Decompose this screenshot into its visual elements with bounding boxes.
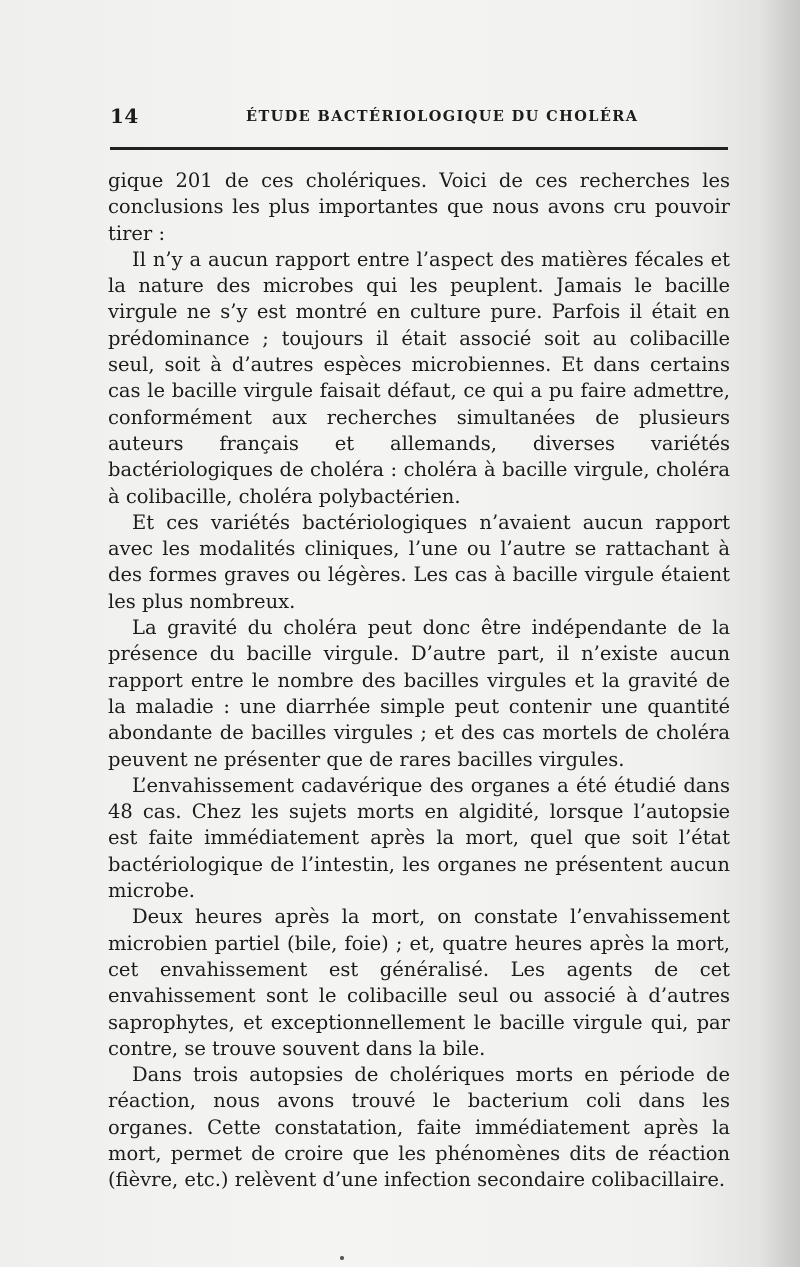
- body-text: [108, 168, 730, 1194]
- running-title: ÉTUDE BACTÉRIOLOGIQUE DU CHOLÉRA: [246, 108, 639, 125]
- paragraph: L’envahissement cadavérique des organes a été étudié dans 48 cas. Chez les sujets morts en algidité, lorsque l’autopsie est faite immédiatement après la mort, quel que soit l’état bactériologique de l’intestin, les organes ne présentent aucun microbe.: [108, 773, 730, 903]
- paragraph: Dans trois autopsies de cholériques morts en période de réaction, nous avons trouvé le bacterium coli dans les organes. Cette constatation, faite immédiatement après la mort, permet de croire que les phénomènes dits de réaction (fièvre, etc.) relèvent d’une infection secondaire colibacillaire.: [108, 1063, 730, 1192]
- paragraph: Il n’y a aucun rapport entre l’aspect des matières fécales et la nature des microbes qui les peuplent. Jamais le bacille virgule ne s’y est montré en culture pure. Parfois il était en prédominance ; toujours il était associé soit au colibacille seul, soit à d’autres espèces microbiennes. Et dans certains cas le bacille virgule faisait défaut, ce qui a pu faire admettre, conformément aux recherches simultanées de plusieurs auteurs français et allemands, diverses variétés bactériologiques de choléra : choléra à bacille virgule, choléra à colibacille, choléra polybactérien.: [108, 247, 730, 508]
- paragraph: Deux heures après la mort, on constate l’envahissement microbien partiel (bile, foie) ; et, quatre heures après la mort, cet envahissement est généralisé. Les agents de cet envahissement sont le colibacille seul ou associé à d’autres saprophytes, et exceptionnellement le bacille virgule qui, par contre, se trouve souvent dans la bile.: [108, 905, 730, 1060]
- paragraph: La gravité du choléra peut donc être indépendante de la présence du bacille virgule. D’autre part, il n’existe aucun rapport entre le nombre des bacilles virgules et la gravité de la maladie : une diarrhée simple peut contenir une quantité abondante de bacilles virgules ; et des cas mortels de choléra peuvent ne présenter que de rares bacilles virgules.: [108, 616, 730, 771]
- page-edge-shadow: [760, 0, 800, 1267]
- page-number: 14: [110, 104, 139, 128]
- print-mark: [340, 1256, 344, 1260]
- header-rule: [110, 147, 728, 150]
- paragraph: gique 201 de ces cholériques. Voici de ces recherches les conclusions les plus importantes que nous avons cru pouvoir tirer :: [108, 169, 730, 245]
- paragraph: Et ces variétés bactériologiques n’avaient aucun rapport avec les modalités cliniques, l’une ou l’autre se rattachant à des formes graves ou légères. Les cas à bacille virgule étaient les plus nombreux.: [108, 510, 730, 613]
- page-header: [110, 104, 728, 132]
